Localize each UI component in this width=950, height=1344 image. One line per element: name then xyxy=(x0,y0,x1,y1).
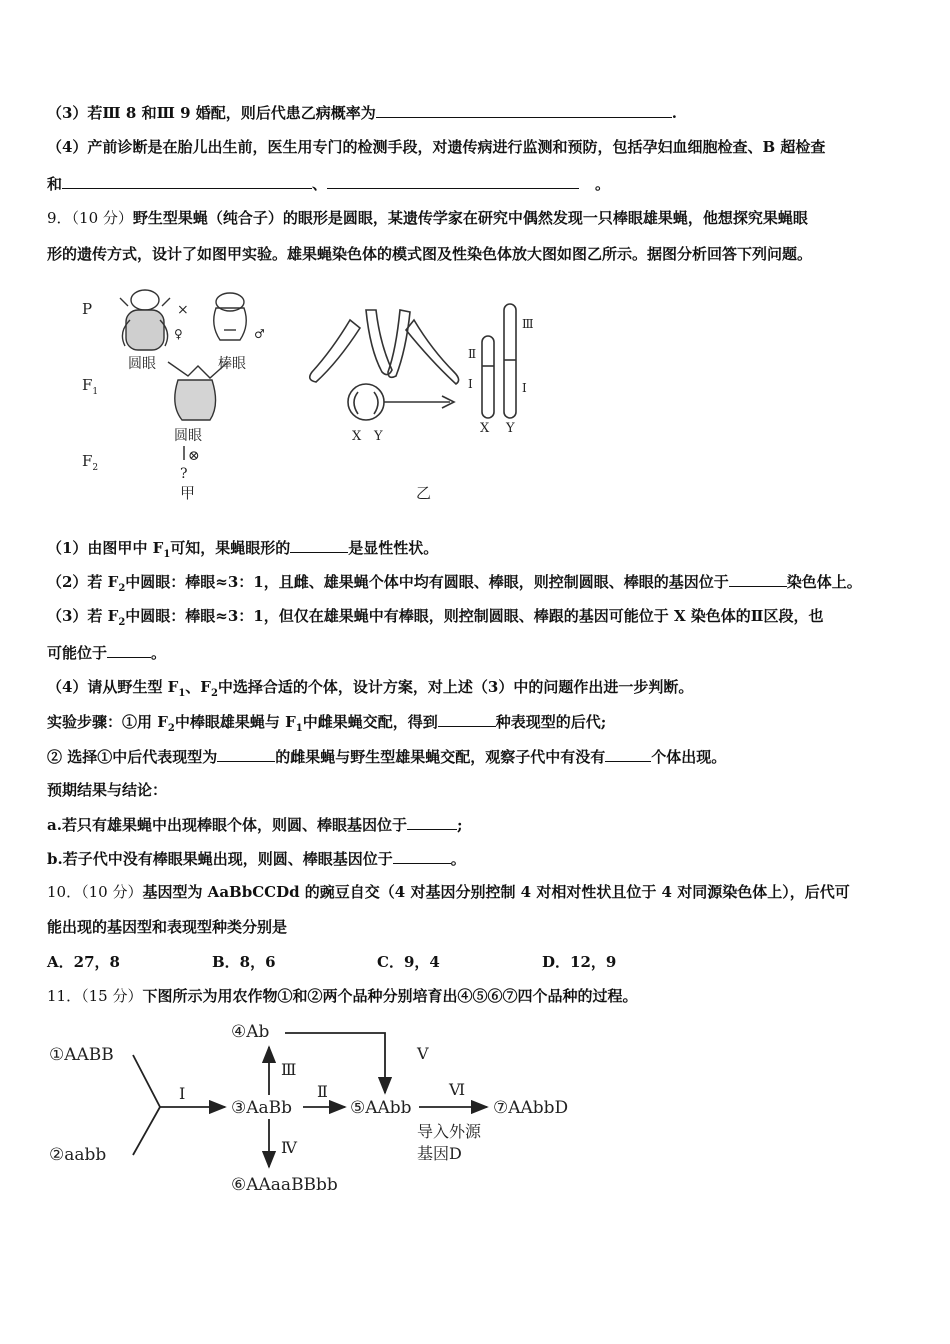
step-III: Ⅲ xyxy=(281,1060,297,1079)
fig-jia-label: 甲 xyxy=(180,484,196,502)
x-label-left: X xyxy=(352,429,362,444)
answer-blank[interactable] xyxy=(217,745,275,762)
node-5: ⑤AAbb xyxy=(350,1098,412,1118)
region-I-right: Ⅰ xyxy=(522,381,527,395)
q10-option-a[interactable]: A．27，8 xyxy=(47,953,120,971)
q9-stem-line2: 形的遗传方式，设计了如图甲实验。雄果蝇染色体的模式图及性染色体放大图如图乙所示。据图分析回答下列问题。 xyxy=(47,245,813,263)
q9-figure xyxy=(70,280,550,510)
step-V: Ⅴ xyxy=(417,1044,429,1063)
q11-stem: 11．（15 分）下图所示为用农作物①和②两个品种分别培育出④⑤⑥⑦四个品种的过程。 xyxy=(47,987,638,1005)
answer-blank[interactable] xyxy=(107,641,151,658)
answer-blank[interactable] xyxy=(393,847,451,864)
sex-chromosomes xyxy=(482,304,516,418)
cross-symbol: × xyxy=(177,302,189,318)
node-3: ③AaBb xyxy=(231,1098,293,1118)
q9-step2: ② 选择①中后代表现型为 的雌果蝇与野生型雄果蝇交配，观察子代中有没有 个体出现。 xyxy=(47,745,726,768)
region-II: Ⅱ xyxy=(468,347,477,361)
step-VI: Ⅵ xyxy=(449,1080,466,1099)
q10-option-b[interactable]: B．8，6 xyxy=(212,953,276,971)
male-symbol: ♂ xyxy=(254,327,265,341)
chromosome-set xyxy=(310,310,459,420)
f1-fly xyxy=(168,362,228,420)
fig-yi-label: 乙 xyxy=(416,484,432,502)
answer-blank[interactable] xyxy=(407,813,457,830)
q9-expect-heading: 预期结果与结论： xyxy=(47,781,168,799)
step-II: Ⅱ xyxy=(317,1082,328,1101)
q9-result-a: a.若只有雄果蝇中出现棒眼个体，则圆、棒眼基因位于 ; xyxy=(47,813,463,836)
label-P: P xyxy=(82,300,93,318)
q9-sub4: （4）请从野生型 $F_1$、$F_2$中选择合适的个体，设计方案，对上述（3）中的问题作出进一步判断。 xyxy=(47,678,694,699)
answer-blank[interactable] xyxy=(376,101,672,118)
answer-blank[interactable] xyxy=(327,172,579,189)
bar-eye-label: 棒眼 xyxy=(218,356,246,372)
answer-blank[interactable] xyxy=(438,710,496,727)
label-F2: $F_2$ xyxy=(82,452,99,473)
q9-stem-line1: 9．（10 分）野生型果蝇（纯合子）的眼形是圆眼，某遗传学家在研究中偶然发现一只棒眼雄果蝇，他想探究果蝇眼 xyxy=(47,209,808,227)
node-6: ⑥AAaaBBbb xyxy=(231,1175,338,1195)
q9-sub2: （2）若 $F_2$中圆眼：棒眼≈3：1，且雌、雄果蝇个体中均有圆眼、棒眼，则控制圆眼、棒眼的基因位于 染色体上。 xyxy=(47,570,862,600)
q9-step1: 实验步骤：①用 $F_2$中棒眼雄果蝇与 $F_1$中雌果蝇交配，得到 种表现型的后代; xyxy=(47,710,606,740)
answer-blank[interactable] xyxy=(62,172,312,189)
f1-round-eye-label: 圆眼 xyxy=(174,428,202,444)
node-2: ②aabb xyxy=(49,1145,107,1165)
q10-stem-line2: 能出现的基因型和表现型种类分别是 xyxy=(47,918,288,936)
self-cross-symbol: ⊗ xyxy=(188,448,200,464)
node-4: ④Ab xyxy=(231,1022,270,1042)
step-IV: Ⅳ xyxy=(281,1138,297,1157)
y-label-left: Y xyxy=(374,429,383,444)
q8-part4-line2: 和 、 。 xyxy=(47,172,610,195)
q8-part3: （3）若Ⅲ 8 和Ⅲ 9 婚配，则后代患乙病概率为 . xyxy=(47,101,677,124)
x-label-right: X xyxy=(480,421,490,436)
step-I: Ⅰ xyxy=(179,1084,186,1103)
label-F1: $F_1$ xyxy=(82,376,99,397)
question-mark: ? xyxy=(180,466,188,482)
q8-part4-line1: （4）产前诊断是在胎儿出生前，医生用专门的检测手段，对遗传病进行监测和预防，包括孕妇血细胞检查、B 超检查 xyxy=(47,138,826,156)
answer-blank[interactable] xyxy=(290,536,348,553)
q10-stem-line1: 10．（10 分）基因型为 AaBbCCDd 的豌豆自交（4 对基因分别控制 4 对相对性状且位于 4 对同源染色体上），后代可 xyxy=(47,883,850,901)
q9-sub3: （3）若 $F_2$中圆眼：棒眼≈3：1，但仅在雄果蝇中有棒眼，则控制圆眼、棒跟的基因可能位于 X 染色体的Ⅱ区段，也 xyxy=(47,607,824,628)
q10-option-c[interactable]: C．9，4 xyxy=(377,953,440,971)
female-symbol: ♀ xyxy=(174,327,183,341)
q10-option-d[interactable]: D．12，9 xyxy=(542,953,617,971)
q9-sub3-cont: 可能位于 。 xyxy=(47,641,166,664)
answer-blank[interactable] xyxy=(729,570,787,587)
y-label-right: Y xyxy=(506,421,515,436)
note-line1: 导入外源 xyxy=(417,1122,482,1141)
round-eye-fly xyxy=(120,290,170,350)
node-7: ⑦AAbbD xyxy=(493,1098,569,1118)
round-eye-label: 圆眼 xyxy=(128,356,156,372)
q9-sub1: （1）由图甲中 $F_1$可知，果蝇眼形的 是显性性状。 xyxy=(47,536,438,566)
q11-breeding-diagram xyxy=(45,1015,605,1200)
note-line2: 基因D xyxy=(417,1144,462,1163)
node-1: ①AABB xyxy=(49,1045,114,1065)
q9-result-b: b.若子代中没有棒眼果蝇出现，则圆、棒眼基因位于 。 xyxy=(47,847,466,870)
region-III: Ⅲ xyxy=(522,317,534,331)
answer-blank[interactable] xyxy=(605,745,651,762)
bar-eye-fly xyxy=(214,293,247,340)
region-I-left: Ⅰ xyxy=(468,377,473,391)
